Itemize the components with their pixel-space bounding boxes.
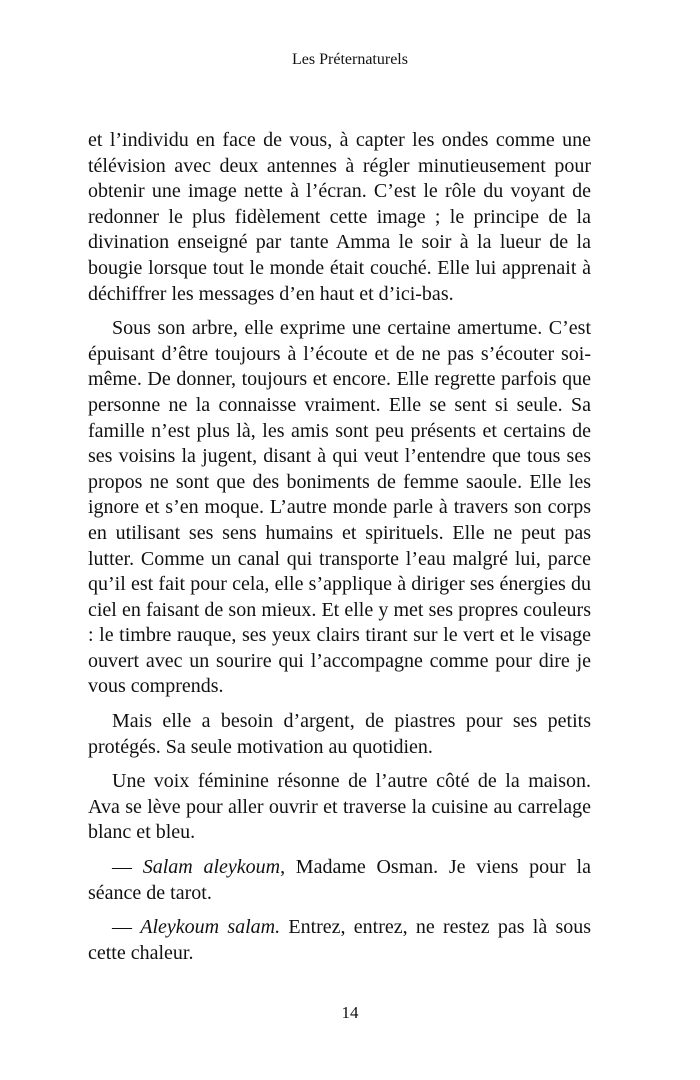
paragraph-2: Sous son arbre, elle exprime une certaine amertume. C’est épuisant d’être toujours à l’écoute et de ne pas s’écouter soi-même. De donner, toujours et encore. Elle regrette parfois que personne ne la connaisse vraiment. Elle se sent si seule. Sa famille n’est plus là, les amis sont peu présents et certains de ses voisins la jugent, disant à qui veut l’entendre que tous ses propos ne sont que des boniments de femme saoule. Elle les ignore et s’en moque. L’autre monde parle à travers son corps en utilisant ses sens humains et spirituels. Elle ne peut pas lutter. Comme un canal qui transporte l’eau malgré lui, parce qu’il est fait pour cela, elle s’applique à diriger ses énergies du ciel en faisant de son mieux. Et elle y met ses propres couleurs : le timbre rauque, ses yeux clairs tirant sur le vert et le visage ouvert avec un sourire qui l’accompagne comme pour dire je vous comprends.	[88, 317, 591, 698]
dialogue-line-2	[88, 915, 591, 966]
dialogue-dash: —	[112, 916, 141, 939]
dialogue-dash: —	[112, 856, 143, 879]
dialogue-text: , Madame Osman. Je viens pour la séance de tarot.	[88, 856, 591, 904]
running-header: Les Préternaturels	[292, 51, 408, 68]
paragraph-1: et l’individu en face de vous, à capter les ondes comme une télévision avec deux antennes à régler minutieusement pour obtenir une image nette à l’écran. C’est le rôle du voyant de redonner le plus fidèlement cette image ; le principe de la divination enseigné par tante Amma le soir à la lueur de la bougie lorsque tout le monde était couché. Elle lui apprenait à déchiffrer les messages d’en haut et d’ici-bas.	[88, 129, 591, 305]
paragraph-4: Une voix féminine résonne de l’autre côté de la maison. Ava se lève pour aller ouvrir et traverse la cuisine au carrelage blanc et bleu.	[88, 770, 591, 844]
body-text	[88, 128, 591, 975]
dialogue-italic-greeting: Aleykoum salam.	[140, 916, 281, 939]
dialogue-text: Entrez, entrez, ne restez pas là sous cette chaleur.	[88, 916, 592, 964]
dialogue-italic-greeting: Salam aleykoum	[142, 856, 281, 879]
page-number: 14	[341, 1003, 359, 1022]
dialogue-line-1	[88, 855, 591, 906]
paragraph-3: Mais elle a besoin d’argent, de piastres pour ses petits protégés. Sa seule motivation au quotidien.	[88, 710, 591, 758]
